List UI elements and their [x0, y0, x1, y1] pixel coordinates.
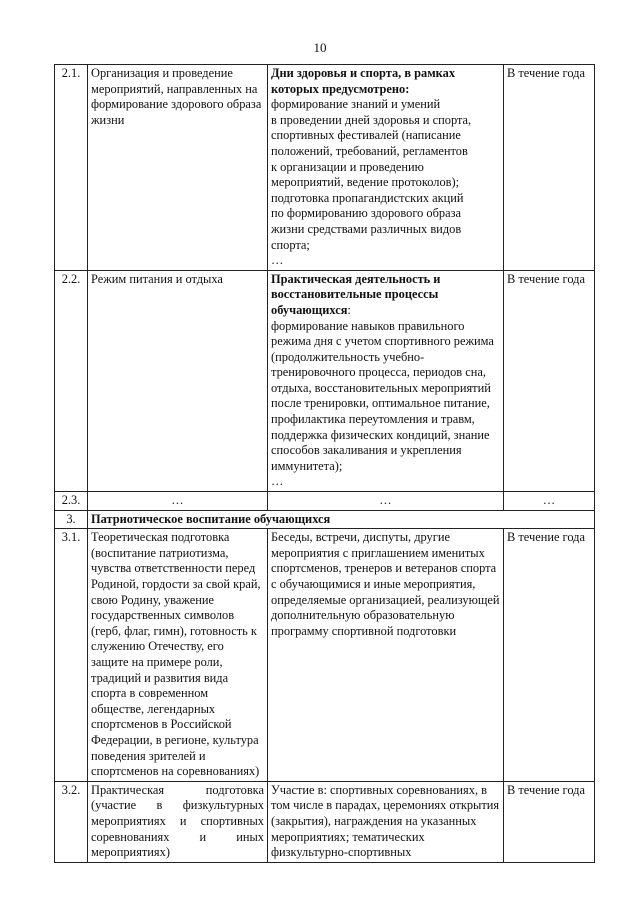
content-line: жизни средствами различных видов: [271, 221, 462, 236]
content-line: …: [271, 253, 284, 268]
table-row: [55, 492, 595, 511]
term: В течение года: [504, 529, 595, 782]
content-line: отдыха, восстановительных мероприятий: [271, 380, 491, 395]
table-row: [55, 270, 595, 491]
content-line: формирование навыков правильного: [271, 318, 465, 333]
content-line: спорта;: [271, 237, 310, 252]
content-line: режима дня с учетом спортивного режима: [271, 334, 494, 349]
activities-table: [54, 64, 595, 863]
content-heading-colon: :: [347, 302, 351, 317]
activity-name: Практическая подготовка (участие в физкультурных мероприятиях и спортивных соревнованиях и иных мероприятиях): [88, 781, 268, 862]
content-line: тренировочного процесса, периодов сна,: [271, 365, 486, 380]
activity-content: Участие в: спортивных соревнованиях, в том числе в парадах, церемониях открытия (закрытия), награждения на указанных мероприятиях; тематических физкультурно-спортивных: [268, 781, 504, 862]
activity-name: Организация и проведение мероприятий, направленных на формирование здорового образа жизни: [88, 65, 268, 271]
section-row: [55, 510, 595, 529]
content-line: к организации и проведению: [271, 159, 424, 174]
activity-content: [268, 65, 504, 271]
page-number: 10: [313, 40, 327, 55]
content-line: способов закаливания и укрепления: [271, 443, 462, 458]
content-line: в проведении дней здоровья и спорта,: [271, 112, 472, 127]
content-line: по формированию здорового образа: [271, 206, 461, 221]
section-number: 3.: [55, 510, 88, 529]
content-line: положений, требований, регламентов: [271, 143, 468, 158]
row-number: 2.1.: [55, 65, 88, 271]
term: …: [504, 492, 595, 511]
activity-content: Беседы, встречи, диспуты, другие мероприятия с приглашением именитых спортсменов, тренеров и ветеранов спорта с обучающимися и иные мероприятия, определяемые организацией, реализующей дополнительную образовательную программу спортивной подготовки: [268, 529, 504, 782]
content-line: спортивных фестивалей (написание: [271, 128, 461, 143]
term: В течение года: [504, 270, 595, 491]
table-row: [55, 529, 595, 782]
content-line: профилактика переутомления и травм,: [271, 412, 475, 427]
table-row: [55, 65, 595, 271]
content-line: иммунитета);: [271, 458, 343, 473]
content-heading: Практическая деятельность и восстановительные процессы обучающихся: [271, 271, 441, 317]
row-number: 2.3.: [55, 492, 88, 511]
term: В течение года: [504, 781, 595, 862]
content-line: подготовка пропагандистских акций: [271, 190, 464, 205]
content-line: после тренировки, оптимальное питание,: [271, 396, 490, 411]
table-row: [55, 781, 595, 862]
content-heading: Дни здоровья и спорта, в рамках которых предусмотрено:: [271, 66, 456, 96]
content-line: мероприятий, ведение протоколов);: [271, 175, 460, 190]
term: В течение года: [504, 65, 595, 271]
activity-content: [268, 270, 504, 491]
activity-name: Режим питания и отдыха: [88, 270, 268, 491]
activity-name: Теоретическая подготовка (воспитание патриотизма, чувства ответственности перед Родиной, гордости за свой край, свою Родину, уважение государственных символов (герб, флаг, гимн), готовность к служению Отечеству, его защите на примере роли, традиций и развития вида спорта в современном обществе, легендарных спортсменов в Российской Федерации, в регионе, культура поведения зрителей и спортсменов на соревнованиях): [88, 529, 268, 782]
section-title: Патриотическое воспитание обучающихся: [88, 510, 595, 529]
content-line: …: [271, 474, 284, 489]
activity-name: …: [88, 492, 268, 511]
content-line: формирование знаний и умений: [271, 97, 441, 112]
activity-content: …: [268, 492, 504, 511]
content-line: (продолжительность учебно-: [271, 349, 425, 364]
row-number: 2.2.: [55, 270, 88, 491]
content-line: поддержка физических кондиций, знание: [271, 427, 490, 442]
row-number: 3.1.: [55, 529, 88, 782]
row-number: 3.2.: [55, 781, 88, 862]
